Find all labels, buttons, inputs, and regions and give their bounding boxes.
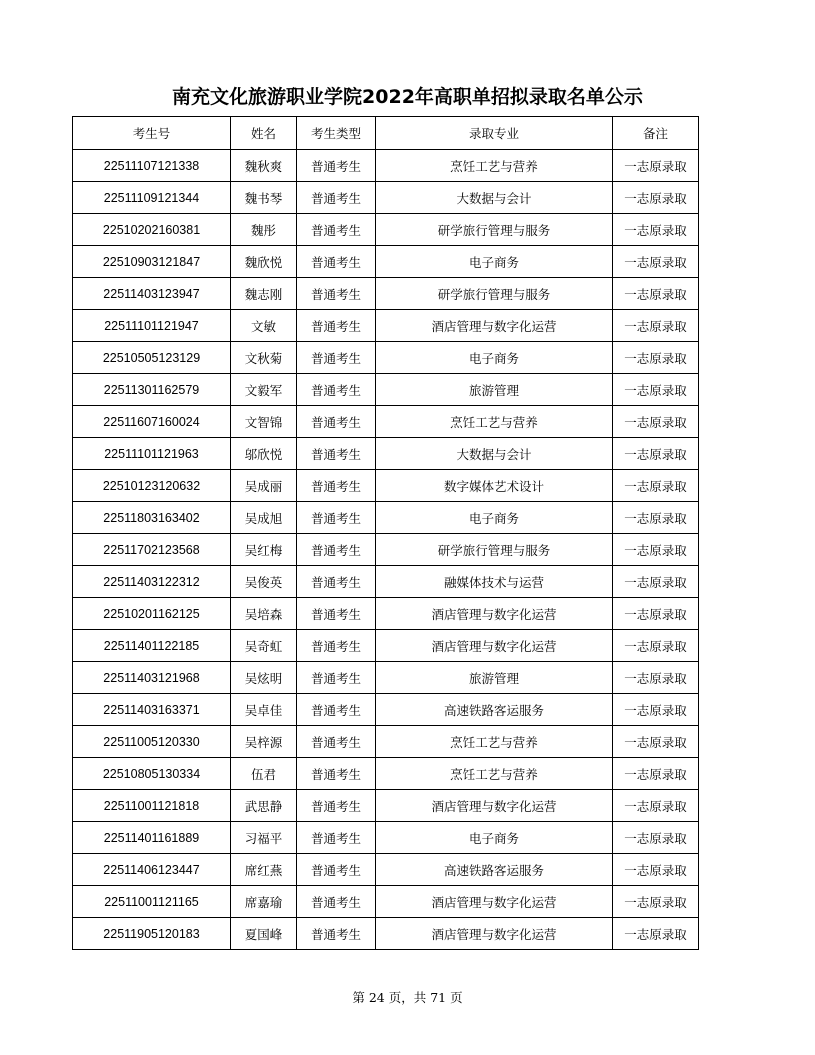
table-row [73,662,699,694]
cell-major: 烹饪工艺与营养 [376,726,613,758]
cell-name: 魏彤 [231,214,297,246]
cell-exam-number: 22511005120330 [73,726,231,758]
cell-remarks: 一志原录取 [613,662,699,694]
cell-candidate-type: 普通考生 [297,310,376,342]
cell-exam-number: 22511101121963 [73,438,231,470]
page-total: 71 [430,990,447,1005]
cell-major: 酒店管理与数字化运营 [376,630,613,662]
cell-exam-number: 22510202160381 [73,214,231,246]
cell-candidate-type: 普通考生 [297,438,376,470]
cell-major: 酒店管理与数字化运营 [376,886,613,918]
cell-major: 旅游管理 [376,662,613,694]
cell-remarks: 一志原录取 [613,182,699,214]
cell-name: 席红燕 [231,854,297,886]
cell-candidate-type: 普通考生 [297,534,376,566]
table-row [73,854,699,886]
cell-candidate-type: 普通考生 [297,470,376,502]
cell-candidate-type: 普通考生 [297,822,376,854]
table-row [73,502,699,534]
cell-remarks: 一志原录取 [613,214,699,246]
cell-major: 酒店管理与数字化运营 [376,598,613,630]
cell-candidate-type: 普通考生 [297,342,376,374]
cell-major: 电子商务 [376,502,613,534]
cell-exam-number: 22511107121338 [73,150,231,182]
table-body [73,150,699,950]
table-row [73,182,699,214]
cell-major: 酒店管理与数字化运营 [376,310,613,342]
cell-remarks: 一志原录取 [613,246,699,278]
cell-remarks: 一志原录取 [613,310,699,342]
table-row [73,758,699,790]
cell-major: 电子商务 [376,246,613,278]
cell-name: 吴卓佳 [231,694,297,726]
cell-major: 研学旅行管理与服务 [376,278,613,310]
cell-name: 吴红梅 [231,534,297,566]
table-row [73,598,699,630]
cell-candidate-type: 普通考生 [297,374,376,406]
cell-exam-number: 22511406123447 [73,854,231,886]
cell-remarks: 一志原录取 [613,534,699,566]
cell-name: 文敏 [231,310,297,342]
table-row [73,694,699,726]
cell-remarks: 一志原录取 [613,822,699,854]
cell-name: 魏秋爽 [231,150,297,182]
cell-major: 高速铁路客运服务 [376,854,613,886]
cell-exam-number: 22511301162579 [73,374,231,406]
cell-candidate-type: 普通考生 [297,182,376,214]
cell-major: 融媒体技术与运营 [376,566,613,598]
cell-major: 大数据与会计 [376,438,613,470]
cell-name: 夏国峰 [231,918,297,950]
cell-major: 旅游管理 [376,374,613,406]
cell-exam-number: 22511403163371 [73,694,231,726]
cell-major: 研学旅行管理与服务 [376,534,613,566]
cell-name: 文毅军 [231,374,297,406]
cell-name: 邬欣悦 [231,438,297,470]
cell-candidate-type: 普通考生 [297,246,376,278]
cell-major: 酒店管理与数字化运营 [376,790,613,822]
cell-name: 吴炫明 [231,662,297,694]
cell-name: 席嘉瑜 [231,886,297,918]
cell-candidate-type: 普通考生 [297,918,376,950]
cell-remarks: 一志原录取 [613,438,699,470]
cell-major: 烹饪工艺与营养 [376,758,613,790]
header-name: 姓名 [231,117,297,150]
cell-remarks: 一志原录取 [613,630,699,662]
cell-candidate-type: 普通考生 [297,406,376,438]
table-row [73,150,699,182]
cell-major: 数字媒体艺术设计 [376,470,613,502]
cell-exam-number: 22511905120183 [73,918,231,950]
cell-major: 高速铁路客运服务 [376,694,613,726]
cell-exam-number: 22510123120632 [73,470,231,502]
cell-remarks: 一志原录取 [613,854,699,886]
table-row [73,310,699,342]
table-row [73,470,699,502]
cell-major: 烹饪工艺与营养 [376,406,613,438]
header-remarks: 备注 [613,117,699,150]
cell-name: 魏志刚 [231,278,297,310]
cell-major: 烹饪工艺与营养 [376,150,613,182]
cell-candidate-type: 普通考生 [297,790,376,822]
cell-remarks: 一志原录取 [613,342,699,374]
cell-name: 武思静 [231,790,297,822]
cell-remarks: 一志原录取 [613,726,699,758]
cell-exam-number: 22511403122312 [73,566,231,598]
cell-major: 研学旅行管理与服务 [376,214,613,246]
cell-name: 吴成旭 [231,502,297,534]
table-row [73,406,699,438]
cell-remarks: 一志原录取 [613,406,699,438]
cell-name: 伍君 [231,758,297,790]
cell-exam-number: 22510903121847 [73,246,231,278]
cell-candidate-type: 普通考生 [297,278,376,310]
header-major: 录取专业 [376,117,613,150]
cell-exam-number: 22511403123947 [73,278,231,310]
cell-candidate-type: 普通考生 [297,726,376,758]
cell-remarks: 一志原录取 [613,278,699,310]
cell-candidate-type: 普通考生 [297,150,376,182]
cell-exam-number: 22511001121818 [73,790,231,822]
table-row [73,790,699,822]
cell-candidate-type: 普通考生 [297,502,376,534]
cell-name: 文智锦 [231,406,297,438]
admission-table [72,116,699,950]
cell-candidate-type: 普通考生 [297,694,376,726]
cell-name: 吴培森 [231,598,297,630]
cell-major: 电子商务 [376,822,613,854]
cell-exam-number: 22511403121968 [73,662,231,694]
cell-candidate-type: 普通考生 [297,598,376,630]
cell-exam-number: 22511001121165 [73,886,231,918]
cell-exam-number: 22511109121344 [73,182,231,214]
cell-remarks: 一志原录取 [613,374,699,406]
cell-exam-number: 22511401161889 [73,822,231,854]
cell-exam-number: 22511702123568 [73,534,231,566]
table-row [73,534,699,566]
table-row [73,342,699,374]
cell-exam-number: 22511607160024 [73,406,231,438]
cell-candidate-type: 普通考生 [297,566,376,598]
cell-candidate-type: 普通考生 [297,630,376,662]
cell-name: 魏欣悦 [231,246,297,278]
cell-exam-number: 22510805130334 [73,758,231,790]
cell-major: 酒店管理与数字化运营 [376,918,613,950]
cell-remarks: 一志原录取 [613,918,699,950]
cell-remarks: 一志原录取 [613,566,699,598]
table-row [73,918,699,950]
cell-exam-number: 22511803163402 [73,502,231,534]
cell-candidate-type: 普通考生 [297,886,376,918]
table-header-row [73,117,699,150]
cell-remarks: 一志原录取 [613,758,699,790]
cell-remarks: 一志原录取 [613,150,699,182]
table-row [73,214,699,246]
table-row [73,822,699,854]
table-row [73,246,699,278]
header-candidate-type: 考生类型 [297,117,376,150]
page-current: 24 [368,990,385,1005]
cell-remarks: 一志原录取 [613,886,699,918]
table-row [73,438,699,470]
cell-name: 习福平 [231,822,297,854]
page-title: 南充文化旅游职业学院2022年高职单招拟录取名单公示 [172,86,643,108]
table-row [73,886,699,918]
cell-name: 吴俊英 [231,566,297,598]
cell-name: 吴成丽 [231,470,297,502]
cell-exam-number: 22510505123129 [73,342,231,374]
cell-candidate-type: 普通考生 [297,214,376,246]
cell-exam-number: 22511101121947 [73,310,231,342]
cell-major: 电子商务 [376,342,613,374]
cell-candidate-type: 普通考生 [297,854,376,886]
table-row [73,374,699,406]
cell-candidate-type: 普通考生 [297,662,376,694]
cell-name: 吴梓源 [231,726,297,758]
cell-name: 魏书琴 [231,182,297,214]
cell-major: 大数据与会计 [376,182,613,214]
cell-remarks: 一志原录取 [613,790,699,822]
cell-remarks: 一志原录取 [613,502,699,534]
cell-name: 文秋菊 [231,342,297,374]
cell-name: 吴奇虹 [231,630,297,662]
cell-remarks: 一志原录取 [613,470,699,502]
table-row [73,278,699,310]
cell-candidate-type: 普通考生 [297,758,376,790]
table-row [73,566,699,598]
cell-exam-number: 22510201162125 [73,598,231,630]
table-row [73,630,699,662]
cell-remarks: 一志原录取 [613,598,699,630]
cell-exam-number: 22511401122185 [73,630,231,662]
cell-remarks: 一志原录取 [613,694,699,726]
header-exam-number: 考生号 [73,117,231,150]
table-row [73,726,699,758]
page-footer: 第 24 页，共 71 页 [352,990,463,1005]
